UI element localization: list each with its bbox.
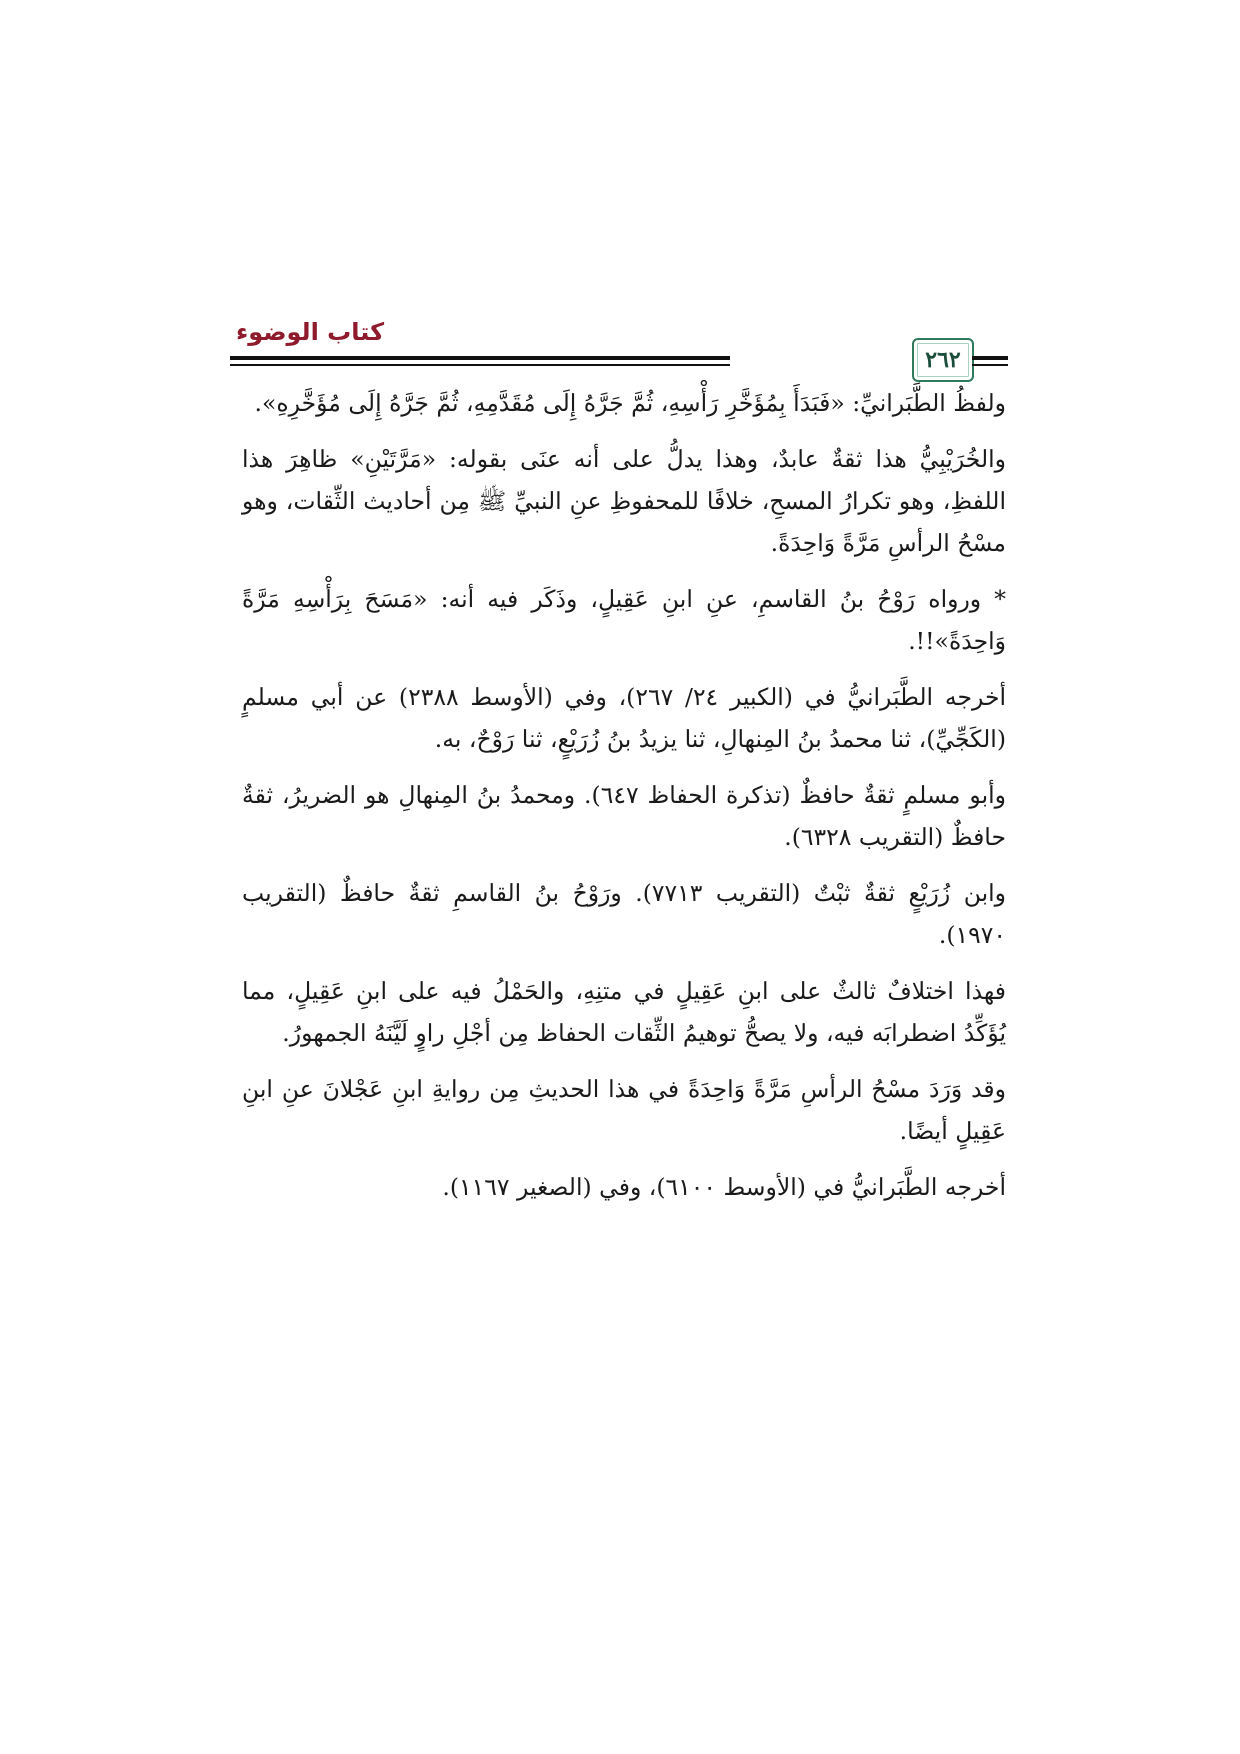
book-title: كتاب الوضوء bbox=[236, 318, 385, 346]
page-number: ٢٦٢ bbox=[925, 347, 961, 373]
page-header bbox=[230, 318, 1010, 378]
paragraph-4: أخرجه الطَّبَرانيُّ في (الكبير ٢٤/ ٢٦٧)، وفي (الأوسط ٢٣٨٨) عن أبي مسلمٍ (الكَجِّيِّ)، ثنا محمدُ بنُ المِنهالِ، ثنا يزيدُ بنُ زُرَيْعٍ، ثنا رَوْحٌ، به. bbox=[242, 683, 1006, 753]
header-rule-thick bbox=[230, 356, 730, 360]
page-number-badge bbox=[912, 338, 974, 382]
paragraph-1: ولفظُ الطَّبَرانيِّ: «فَبَدَأَ بِمُؤَخَّرِ رَأْسِهِ، ثُمَّ جَرَّهُ إِلَى مُقَدَّمِهِ، ثُمَّ جَرَّهُ إِلَى مُؤَخَّرِهِ». bbox=[254, 389, 1006, 417]
paragraph-3: * ورواه رَوْحُ بنُ القاسمِ، عنِ ابنِ عَقِيلٍ، وذَكَر فيه أنه: «مَسَحَ بِرَأْسِهِ مَرَّةً وَاحِدَةً»!!. bbox=[242, 585, 1006, 655]
paragraph-9: أخرجه الطَّبَرانيُّ في (الأوسط ٦١٠٠)، وفي (الصغير ١١٦٧). bbox=[442, 1173, 1006, 1201]
header-rule-thick-right bbox=[972, 356, 1008, 360]
paragraph-8: وقد وَرَدَ مسْحُ الرأسِ مَرَّةً وَاحِدَةً في هذا الحديثِ مِن روايةِ ابنِ عَجْلانَ عنِ ابنِ عَقِيلٍ أيضًا. bbox=[242, 1075, 1006, 1145]
paragraph-5: وأبو مسلمٍ ثقةٌ حافظٌ (تذكرة الحفاظ ٦٤٧). ومحمدُ بنُ المِنهالِ هو الضريرُ، ثقةٌ حافظٌ (التقريب ٦٣٢٨). bbox=[242, 781, 1006, 851]
header-rule-thin bbox=[230, 364, 730, 366]
header-rule-thin-right bbox=[972, 364, 1008, 366]
page-body bbox=[242, 382, 1006, 1222]
paragraph-7: فهذا اختلافٌ ثالثٌ على ابنِ عَقِيلٍ في متنِهِ، والحَمْلُ فيه على ابنِ عَقِيلٍ، مما يُؤَكِّدُ اضطرابَه فيه، ولا يصحُّ توهيمُ الثِّقات الحفاظ مِن أجْلِ راوٍ لَيَّنَهُ الجمهورُ. bbox=[242, 977, 1006, 1047]
paragraph-6: وابن زُرَيْعٍ ثقةٌ ثبْتٌ (التقريب ٧٧١٣). ورَوْحُ بنُ القاسمِ ثقةٌ حافظٌ (التقريب ١٩٧٠). bbox=[242, 879, 1007, 949]
paragraph-2: والخُرَيْبِيُّ هذا ثقةٌ عابدٌ، وهذا يدلُّ على أنه عنَى بقوله: «مَرَّتَيْنِ» ظاهِرَ هذا اللفظِ، وهو تكرارُ المسحِ، خلافًا للمحفوظِ عنِ النبيِّ ﷺ مِن أحاديث الثِّقات، وهو مسْحُ الرأسِ مَرَّةً وَاحِدَةً. bbox=[242, 445, 1006, 557]
